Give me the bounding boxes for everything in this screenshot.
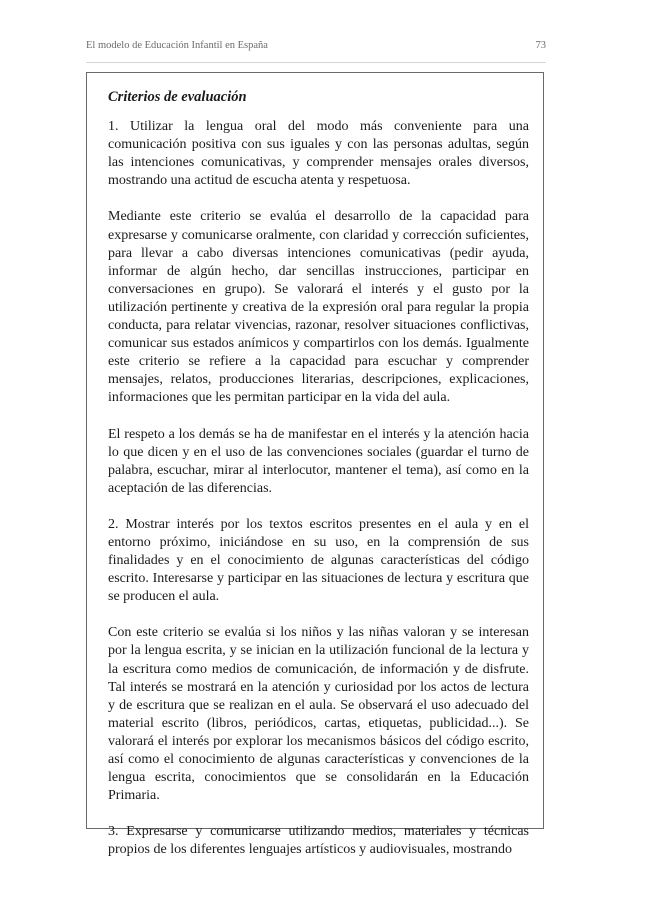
criterion-2-explanation: Con este criterio se evalúa si los niños y las niñas valoran y se interesan por la lengua escrita, y se inician en la utilización funcional de la lectura y la escritura como medios de comunicación, de información y de disfrute. Tal interés se mostrará en la atención y curiosidad por los actos de lectura y de escritura que se realizan en el aula. Se observará el uso adecuado del material escrito (libros, periódicos, cartas, etiquetas, publicidad...). Se valorará el interés por explorar los mecanismos básicos del código escrito, así como el conocimiento de algunas características y convenciones de la lengua escrita, conocimientos que se consolidarán en la Educación Primaria. — [108, 625, 529, 804]
criterion-1-statement: 1. Utilizar la lengua oral del modo más conveniente para una comunicación positiva con sus iguales y con las personas adultas, según las intenciones comunicativas, y comprender mensajes orales diversos, mostrando una actitud de escucha atenta y respetuosa. — [108, 119, 529, 189]
criterion-3-statement: 3. Expresarse y comunicarse utilizando medios, materiales y técnicas propios de los diferentes lenguajes artísticos y audiovisuales, mostrando — [108, 824, 529, 858]
running-header-title: El modelo de Educación Infantil en España — [86, 40, 268, 51]
page-number: 73 — [535, 40, 546, 51]
criterion-2-statement: 2. Mostrar interés por los textos escritos presentes en el aula y en el entorno próximo, iniciándose en su uso, en la comprensión de sus finalidades y en el conocimiento de algunas características del código escrito. Interesarse y participar en las situaciones de lectura y escritura que se producen el aula. — [108, 516, 529, 605]
evaluation-criteria-box — [86, 72, 544, 858]
running-header — [86, 39, 546, 53]
criterion-1-explanation: Mediante este criterio se evalúa el desarrollo de la capacidad para expresarse y comunicarse oralmente, con claridad y corrección suficientes, para llevar a cabo diversas intenciones comunicativas (pedir ayuda, informar de algún hecho, dar sencillas instrucciones, participar en conversaciones en grupo). Se valorará el interés y el gusto por la utilización pertinente y creativa de la expresión oral para regular la propia conducta, para relatar vivencias, razonar, resolver situaciones conflictivas, comunicar sus estados anímicos y compartirlos con los demás. Igualmente este criterio se refiere a la capacidad para escuchar y comprender mensajes, relatos, producciones literarias, descripciones, explicaciones, informaciones que les permitan participar en la vida del aula. — [108, 209, 529, 406]
criterion-1-respect-note: El respeto a los demás se ha de manifestar en el interés y la atención hacia lo que dicen y en el uso de las convenciones sociales (guardar el turno de palabra, escuchar, mirar al interlocutor, mantener el tema), así como en la aceptación de las diferencias. — [108, 426, 529, 496]
box-heading: Criterios de evaluación — [108, 89, 247, 105]
header-divider — [86, 62, 546, 63]
box-content — [108, 88, 529, 859]
